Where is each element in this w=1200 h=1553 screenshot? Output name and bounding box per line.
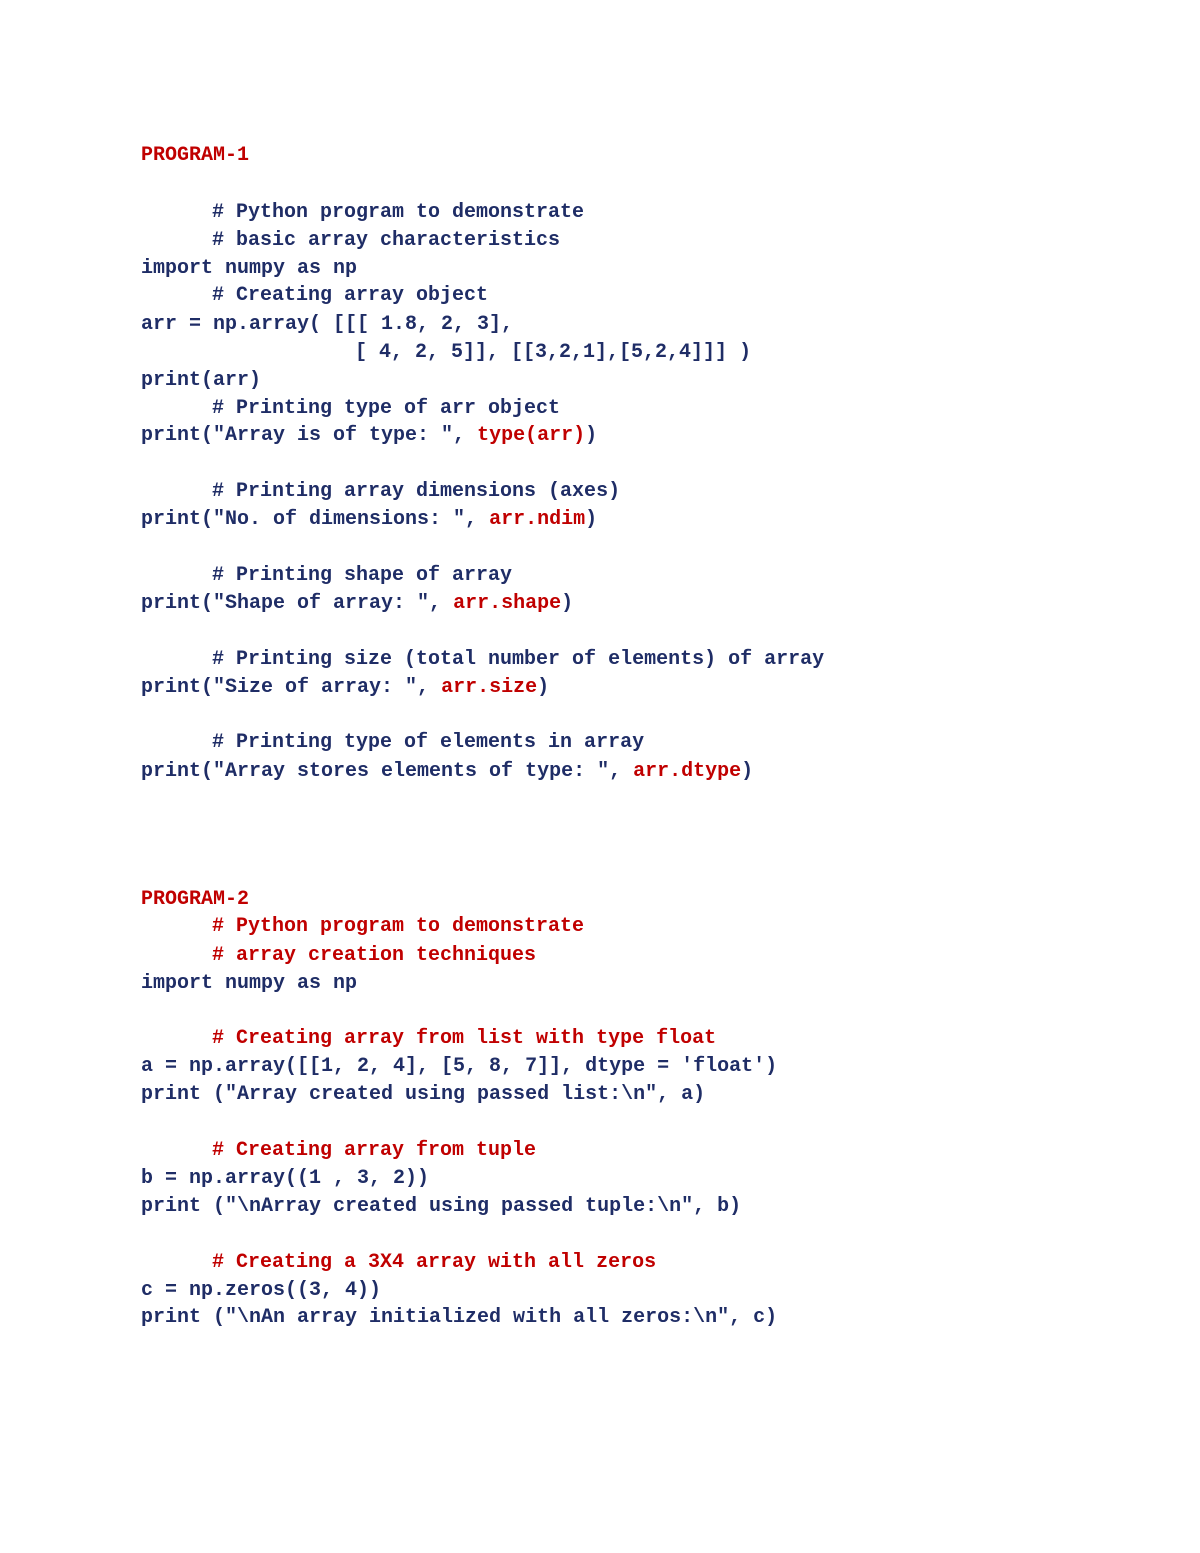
code-text: ) [585,424,598,447]
code-highlight: type(arr) [477,424,586,447]
code-comment: # Printing shape of array [212,564,513,587]
code-line: print ("\nArray created using passed tuple:\n", b) [141,1195,742,1218]
code-line: print ("Array created using passed list:\n", a) [141,1083,706,1106]
code-line: b = np.array((1 , 3, 2)) [141,1167,430,1190]
code-line [141,590,573,618]
code-text: ) [741,760,754,783]
code-text: print("No. of dimensions: ", [141,508,490,531]
code-text: ) [585,508,598,531]
code-comment: # array creation techniques [212,944,537,967]
code-import: import numpy as np [141,257,358,280]
code-line: arr = np.array( [[[ 1.8, 2, 3], [141,313,514,336]
code-comment: # basic array characteristics [212,229,561,252]
code-text: ) [537,676,550,699]
code-comment: # Python program to demonstrate [212,915,585,938]
code-text: print("Size of array: ", [141,676,442,699]
code-line: c = np.zeros((3, 4)) [141,1279,382,1302]
code-text: print("Array is of type: ", [141,424,478,447]
code-comment: # Creating array from list with type float [212,1027,717,1050]
code-line [141,506,597,534]
code-text: print("Array stores elements of type: ", [141,760,634,783]
code-line [141,758,753,786]
code-line [141,422,597,450]
code-highlight: arr.shape [453,592,562,615]
code-comment: # Creating a 3X4 array with all zeros [212,1251,657,1274]
code-comment: # Python program to demonstrate [212,201,585,224]
code-comment: # Printing type of elements in array [212,731,645,754]
program-1-heading: PROGRAM-1 [141,144,250,167]
code-highlight: arr.size [441,676,538,699]
code-line: a = np.array([[1, 2, 4], [5, 8, 7]], dtype = 'float') [141,1055,778,1078]
code-text: print("Shape of array: ", [141,592,454,615]
code-import: import numpy as np [141,972,358,995]
program-2-heading: PROGRAM-2 [141,888,250,911]
code-line: [ 4, 2, 5]], [[3,2,1],[5,2,4]]] ) [355,341,752,364]
code-comment: # Creating array from tuple [212,1139,537,1162]
code-line: print(arr) [141,369,262,392]
code-comment: # Creating array object [212,284,489,307]
code-line: print ("\nAn array initialized with all zeros:\n", c) [141,1306,778,1329]
code-comment: # Printing array dimensions (axes) [212,480,621,503]
code-line [141,674,549,702]
code-text: ) [561,592,574,615]
code-highlight: arr.dtype [633,760,742,783]
code-comment: # Printing size (total number of elements) of array [212,648,825,671]
code-highlight: arr.ndim [489,508,586,531]
code-comment: # Printing type of arr object [212,397,561,420]
